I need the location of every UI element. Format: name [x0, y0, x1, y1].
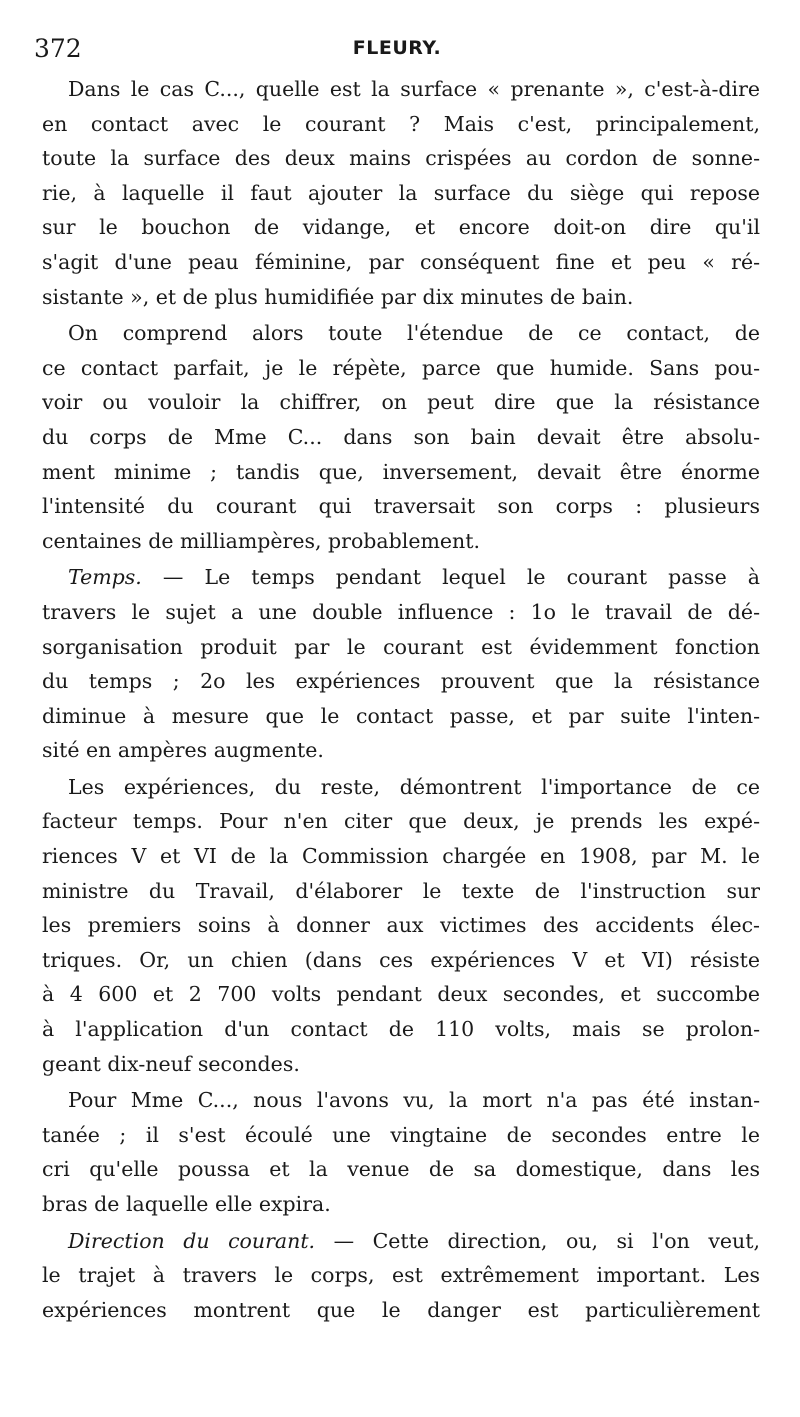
text-line: riences V et VI de la Commission chargée en 1908, par M. le: [42, 844, 760, 869]
text-line: Direction du courant. — Cette direction, ou, si l'on veut,: [68, 1228, 760, 1253]
running-head: FLEURY.: [352, 37, 442, 59]
text-line: tanée ; il s'est écoulé une vingtaine de secondes entre le: [42, 1122, 760, 1147]
text-line: On comprend alors toute l'étendue de ce contact, de: [68, 321, 760, 346]
text-line: les premiers soins à donner aux victimes des accidents élec-: [42, 913, 760, 938]
text-line: triques. Or, un chien (dans ces expériences V et VI) résiste: [42, 947, 760, 972]
text-line: à 4 600 et 2 700 volts pendant deux secondes, et succombe: [42, 982, 760, 1007]
text-line: l'intensité du courant qui traversait son corps : plusieurs: [42, 494, 760, 519]
text-line: cri qu'elle poussa et la venue de sa domestique, dans les: [42, 1157, 760, 1182]
page-number: 372: [34, 34, 82, 63]
text-line: centaines de milliampères, probablement.: [42, 528, 480, 553]
text-line: sistante », et de plus humidifiée par dix minutes de bain.: [42, 284, 634, 309]
text-line: diminue à mesure que le contact passe, et par suite l'inten-: [42, 703, 760, 728]
text-line: du corps de Mme C... dans son bain devait être absolu-: [42, 424, 760, 449]
text-line: sité en ampères augmente.: [42, 738, 324, 763]
text-line: Dans le cas C..., quelle est la surface « prenante », c'est-à-dire: [68, 77, 760, 101]
text-line: du temps ; 2o les expériences prouvent que la résistance: [42, 669, 760, 694]
page-header: [34, 34, 760, 64]
text-line: sur le bouchon de vidange, et encore doit-on dire qu'il: [42, 215, 760, 240]
text-line: Temps. — Le temps pendant lequel le courant passe à: [68, 565, 760, 590]
text-line: le trajet à travers le corps, est extrêmement important. Les: [42, 1263, 760, 1288]
body-text: [42, 72, 760, 1327]
text-line: sorganisation produit par le courant est évidemment fonction: [42, 634, 760, 659]
text-line: s'agit d'une peau féminine, par conséquent fine et peu « ré-: [42, 249, 760, 274]
text-line: voir ou vouloir la chiffrer, on peut dire que la résistance: [42, 390, 760, 415]
text-line: travers le sujet a une double influence : 1o le travail de dé-: [42, 599, 760, 624]
text-line: ministre du Travail, d'élaborer le texte de l'instruction sur: [42, 878, 760, 903]
text-line: Pour Mme C..., nous l'avons vu, la mort n'a pas été instan-: [68, 1088, 760, 1113]
text-line: ce contact parfait, je le répète, parce que humide. Sans pou-: [42, 355, 760, 380]
text-line: Les expériences, du reste, démontrent l'importance de ce: [68, 774, 760, 799]
text-line: ment minime ; tandis que, inversement, devait être énorme: [42, 459, 760, 484]
text-line: expériences montrent que le danger est particulièrement: [42, 1297, 760, 1322]
text-line: en contact avec le courant ? Mais c'est, principalement,: [42, 111, 760, 136]
text-line: rie, à laquelle il faut ajouter la surface du siège qui repose: [42, 180, 760, 205]
text-line: à l'application d'un contact de 110 volts, mais se prolon-: [42, 1017, 760, 1042]
text-line: bras de laquelle elle expira.: [42, 1192, 331, 1216]
section-heading-temps: Temps.: [68, 565, 142, 590]
text-line: toute la surface des deux mains crispées au cordon de sonne-: [42, 146, 760, 171]
text-line: geant dix-neuf secondes.: [42, 1051, 300, 1076]
section-heading-direction: Direction du courant.: [68, 1228, 316, 1253]
text-line: facteur temps. Pour n'en citer que deux, je prends les expé-: [42, 809, 760, 834]
